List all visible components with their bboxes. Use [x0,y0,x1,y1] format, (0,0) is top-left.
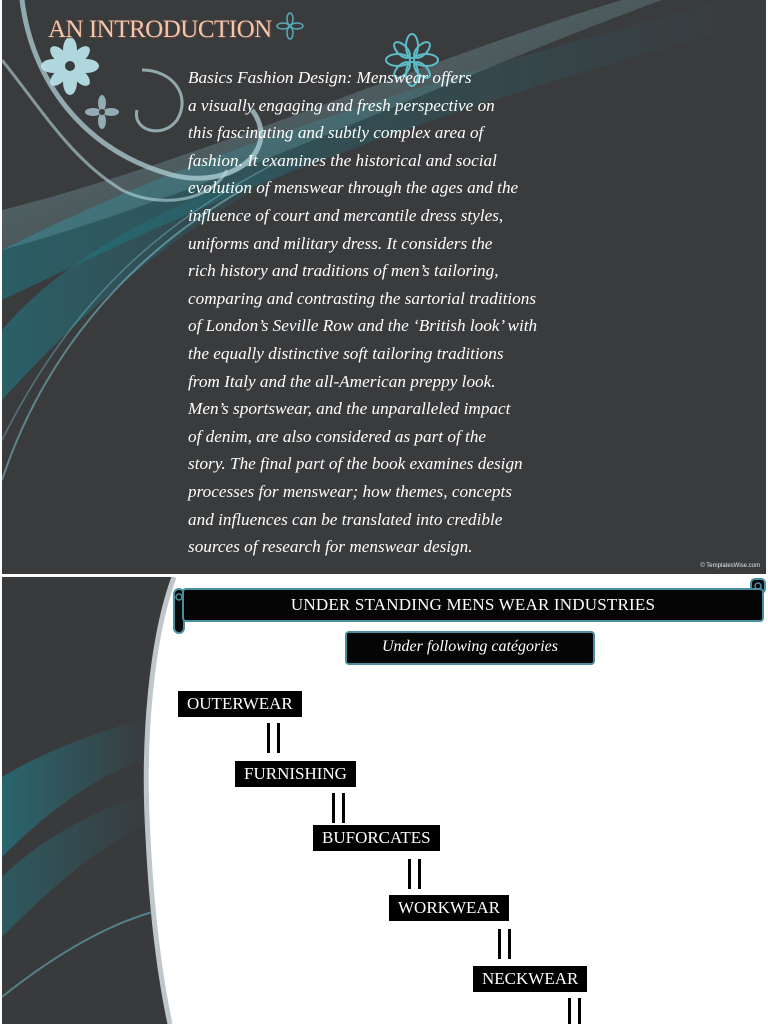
paragraph-line: of denim, are also considered as part of the [188,426,487,446]
banner-title: UNDER STANDING MENS WEAR INDUSTRIES [290,595,656,614]
paragraph-line: uniforms and military dress. It considers the [188,233,493,253]
connector-icon [498,929,512,959]
connector-icon [568,998,582,1024]
paragraph-line: evolution of menswear through the ages and the [188,178,519,198]
category-workwear: WORKWEAR [389,895,509,921]
category-furnishing: FURNISHING [235,761,356,787]
paragraph-line: story. The final part of the book examines design [188,454,523,474]
paragraph-line: this fascinating and subtly complex area of [188,123,484,143]
paragraph-line: comparing and contrasting the sartorial traditions [188,288,537,308]
paragraph-line: the equally distinctive soft tailoring traditions [188,343,504,363]
categories-subtitle-box [345,631,595,665]
category-neckwear: NECKWEAR [473,966,587,992]
paragraph-line: rich history and traditions of men’s tailoring, [188,261,499,281]
connector-icon [267,723,281,753]
connector-icon [332,793,346,823]
categories-subtitle: Under following catégories [382,638,558,655]
industries-banner [182,588,764,622]
paragraph-line: of London’s Seville Row and the ‘British look’ with [188,316,538,336]
slide-introduction [2,0,766,574]
paragraph-line: influence of court and mercantile dress styles, [188,205,504,225]
intro-paragraph [188,64,608,561]
paragraph-line: a visually engaging and fresh perspective on [188,95,495,115]
paragraph-line: and influences can be translated into credible [188,509,503,529]
paragraph-line: sources of research for menswear design. [188,537,473,557]
template-credit: © TemplatesWise.com [700,563,760,569]
category-buforcates: BUFORCATES [313,825,440,851]
paragraph-line: Men’s sportswear, and the unparalleled impact [188,399,511,419]
slide-title: AN INTRODUCTION [48,16,272,43]
category-outerwear: OUTERWEAR [178,691,302,717]
paragraph-line: processes for menswear; how themes, concepts [188,481,512,501]
paragraph-line: Basics Fashion Design: Menswear offers [188,68,472,87]
paragraph-line: fashion. It examines the historical and social [188,150,497,170]
paragraph-line: from Italy and the all-American preppy look. [188,371,496,391]
connector-icon [408,859,422,889]
slide-categories [2,577,768,1024]
